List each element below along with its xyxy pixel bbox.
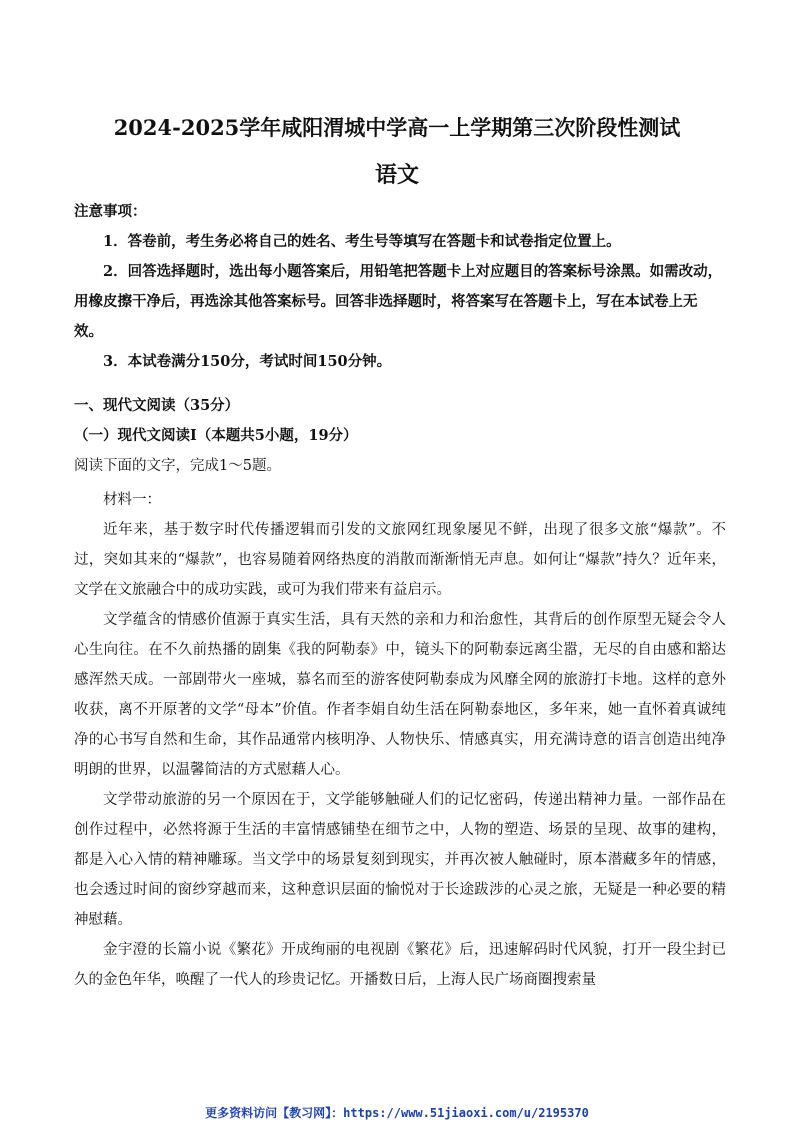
material-label: 材料一： [103,492,161,508]
notes-item-2: 2．回答选择题时，选出每小题答案后，用铅笔把答题卡上对应题目的答案标号涂黑。如需改动，用橡皮擦干净后，再选涂其他答案标号。回答非选择题时，将答案写在答题卡上，写在本试卷上无效。 [74,263,723,340]
notes-heading: 注意事项： [74,203,147,220]
notes-section [74,197,726,377]
material-paragraph: 金宇澄的长篇小说《繁花》开成绚丽的电视剧《繁花》后，迅速解码时代风貌，打开一段尘封已久的金色年华，唤醒了一代人的珍贵记忆。开播数日后，上海人民广场商圈搜索量 [74,942,726,988]
material-paragraph: 文学蕴含的情感价值源于真实生活，具有天然的亲和力和治愈性，其背后的创作原型无疑会令人心生向往。在不久前热播的剧集《我的阿勒泰》中，镜头下的阿勒泰远离尘嚣，无尽的自由感和豁达感浑然天成。一部剧带火一座城，慕名而至的游客使阿勒泰成为风靡全网的旅游打卡地。这样的意外收获，离不开原著的文学“母本”价值。作者李娟自幼生活在阿勒泰地区，多年来，她一直怀着真诚纯净的心书写自然和生命，其作品通常内核明净、人物快乐、情感真实，用充满诗意的语言创造出纯净明朗的世界，以温馨简洁的方式慰藉人心。 [74,612,726,778]
notes-item-1: 1．答卷前，考生务必将自己的姓名、考生号等填写在答题卡和试卷指定位置上。 [103,233,621,250]
section-heading: 一、现代文阅读（35分） [74,397,240,414]
material-paragraph: 近年来，基于数字时代传播逻辑而引发的文旅网红现象屡见不鲜，出现了很多文旅“爆款”。不过，突如其来的“爆款”，也容易随着网络热度的消散而渐渐悄无声息。如何让“爆款”持久？近年来，文学在文旅融合中的成功实践，或可为我们带来有益启示。 [74,522,726,598]
section-header [74,391,726,481]
footer-link[interactable]: 更多资料访问【教习网】：https://www.51jiaoxi.com/u/2195370 [205,1106,589,1120]
subject-title: 语文 [374,162,419,188]
section-subheading: （一）现代文阅读Ⅰ（本题共5小题，19分） [74,427,358,444]
section-instruction: 阅读下面的文字，完成1～5题。 [74,458,281,474]
notes-item-3: 3．本试卷满分150分，考试时间150分钟。 [103,353,392,370]
page-title: 2024-2025学年咸阳渭城中学高一上学期第三次阶段性测试 [113,115,681,140]
material-paragraph: 文学带动旅游的另一个原因在于，文学能够触碰人们的记忆密码，传递出精神力量。一部作品在创作过程中，必然将源于生活的丰富情感铺垫在细节之中，人物的塑造、场景的呈现、故事的建构，都是入心入情的精神雕琢。当文学中的场景复刻到现实，并再次被人触碰时，原本潜藏多年的情感，也会透过时间的窗纱穿越而来，这种意识层面的愉悦对于长途跋涉的心灵之旅，无疑是一种必要的精神慰藉。 [74,792,726,928]
reading-material [74,485,726,995]
